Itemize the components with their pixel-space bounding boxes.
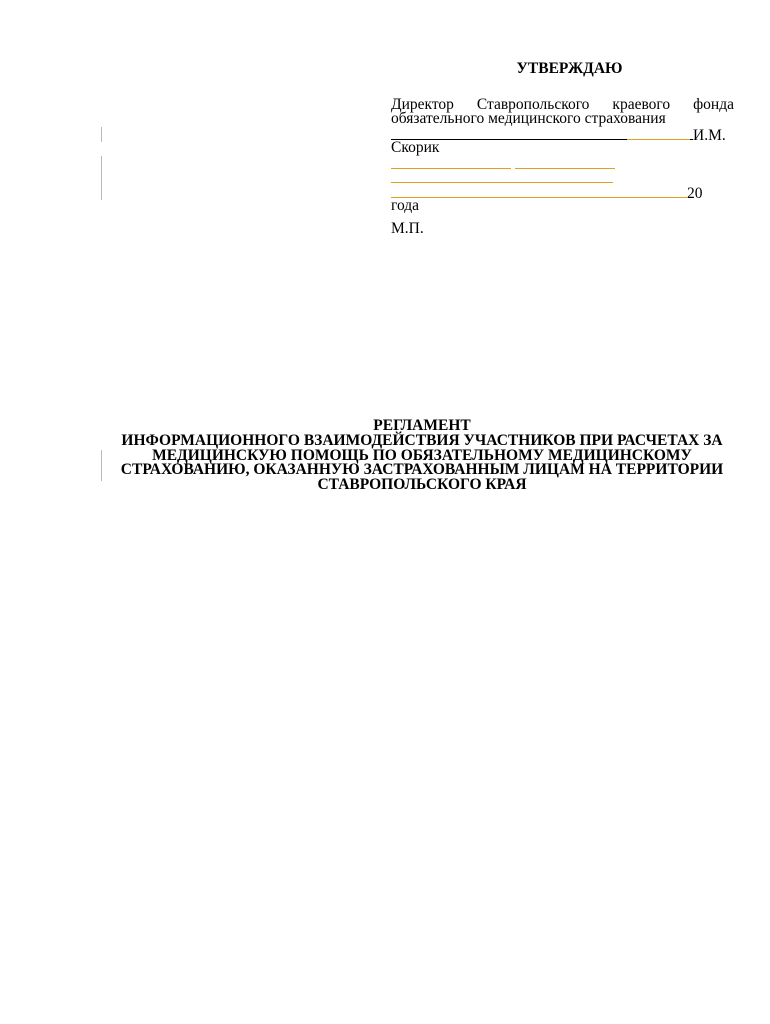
regulation-subtitle: ИНФОРМАЦИОННОГО ВЗАИМОДЕЙСТВИЯ УЧАСТНИКОВ ПРИ РАСЧЕТАХ ЗА МЕДИЦИНСКУЮ ПОМОЩЬ ПО ОБЯЗАТЕЛЬНОМУ МЕДИЦИНСКОМУ СТРАХОВАНИЮ, ОКАЗАННУЮ ЗАСТРАХОВАННЫМ ЛИЦАМ НА ТЕРРИТОРИИ СТАВРОПОЛЬСКОГО КРАЯ xyxy=(120,431,724,494)
date-field-mid xyxy=(391,170,734,185)
signatory-initials: И.М. xyxy=(693,126,726,141)
date-underline-accent xyxy=(515,156,615,169)
stamp-placeholder: М.П. xyxy=(391,219,424,237)
margin-marker xyxy=(101,156,102,200)
signature-line xyxy=(391,127,734,142)
margin-marker xyxy=(101,450,102,481)
approval-block xyxy=(391,62,734,236)
date-underline-accent xyxy=(391,170,613,183)
margin-marker xyxy=(101,127,102,142)
signature-underline-accent xyxy=(627,127,670,140)
date-line xyxy=(391,185,734,200)
date-year-prefix: 20 xyxy=(687,184,703,199)
signature-underline xyxy=(391,127,627,140)
approval-position xyxy=(391,95,734,127)
approval-heading: УТВЕРЖДАЮ xyxy=(516,60,623,77)
date-year-suffix: ___ xyxy=(702,184,726,199)
date-underline-accent xyxy=(391,156,511,169)
signatory-name: Скорик xyxy=(391,139,440,156)
regulation-title-block xyxy=(108,419,736,493)
approval-position-text: Директор Ставропольского краевого фонда обязательного медицинского страхования xyxy=(391,95,734,127)
signature-underline-accent xyxy=(670,127,690,140)
date-field-upper xyxy=(391,156,734,171)
date-underline-accent xyxy=(391,185,687,198)
date-word: года xyxy=(391,197,420,214)
regulation-title: РЕГЛАМЕНТ xyxy=(373,417,471,434)
